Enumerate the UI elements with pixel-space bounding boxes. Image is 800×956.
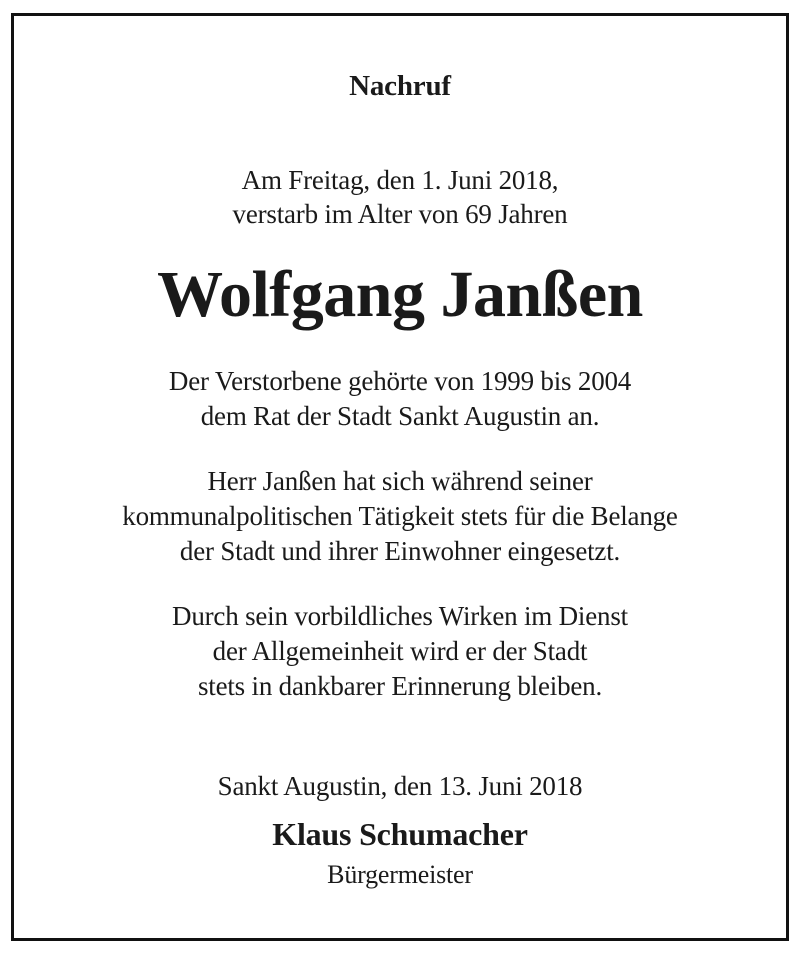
paragraph2-line-1: Herr Janßen hat sich während seiner: [207, 466, 593, 496]
paragraph1-line-1: Der Verstorbene gehörte von 1999 bis 2004: [168, 366, 632, 396]
paragraph2-line-2: kommunalpolitischen Tätigkeit stets für die Belange: [122, 501, 678, 531]
paragraph3-line-1: Durch sein vorbildliches Wirken im Dienst: [172, 601, 628, 631]
intro-line-1: Am Freitag, den 1. Juni 2018,: [241, 165, 559, 195]
paragraph1-line-2: dem Rat der Stadt Sankt Augustin an.: [200, 401, 600, 431]
deceased-name: Wolfgang Janßen: [157, 258, 643, 331]
paragraph2-line-3: der Stadt und ihrer Einwohner eingesetzt.: [179, 536, 621, 566]
place-date: Sankt Augustin, den 13. Juni 2018: [217, 771, 583, 801]
signer-name: Klaus Schumacher: [272, 816, 528, 852]
signer-title: Bürgermeister: [327, 860, 473, 889]
intro-line-2: verstarb im Alter von 69 Jahren: [232, 199, 568, 229]
notice-title: Nachruf: [349, 70, 451, 102]
paragraph3-line-2: der Allgemeinheit wird er der Stadt: [212, 636, 588, 666]
paragraph3-line-3: stets in dankbarer Erinnerung bleiben.: [197, 671, 603, 701]
